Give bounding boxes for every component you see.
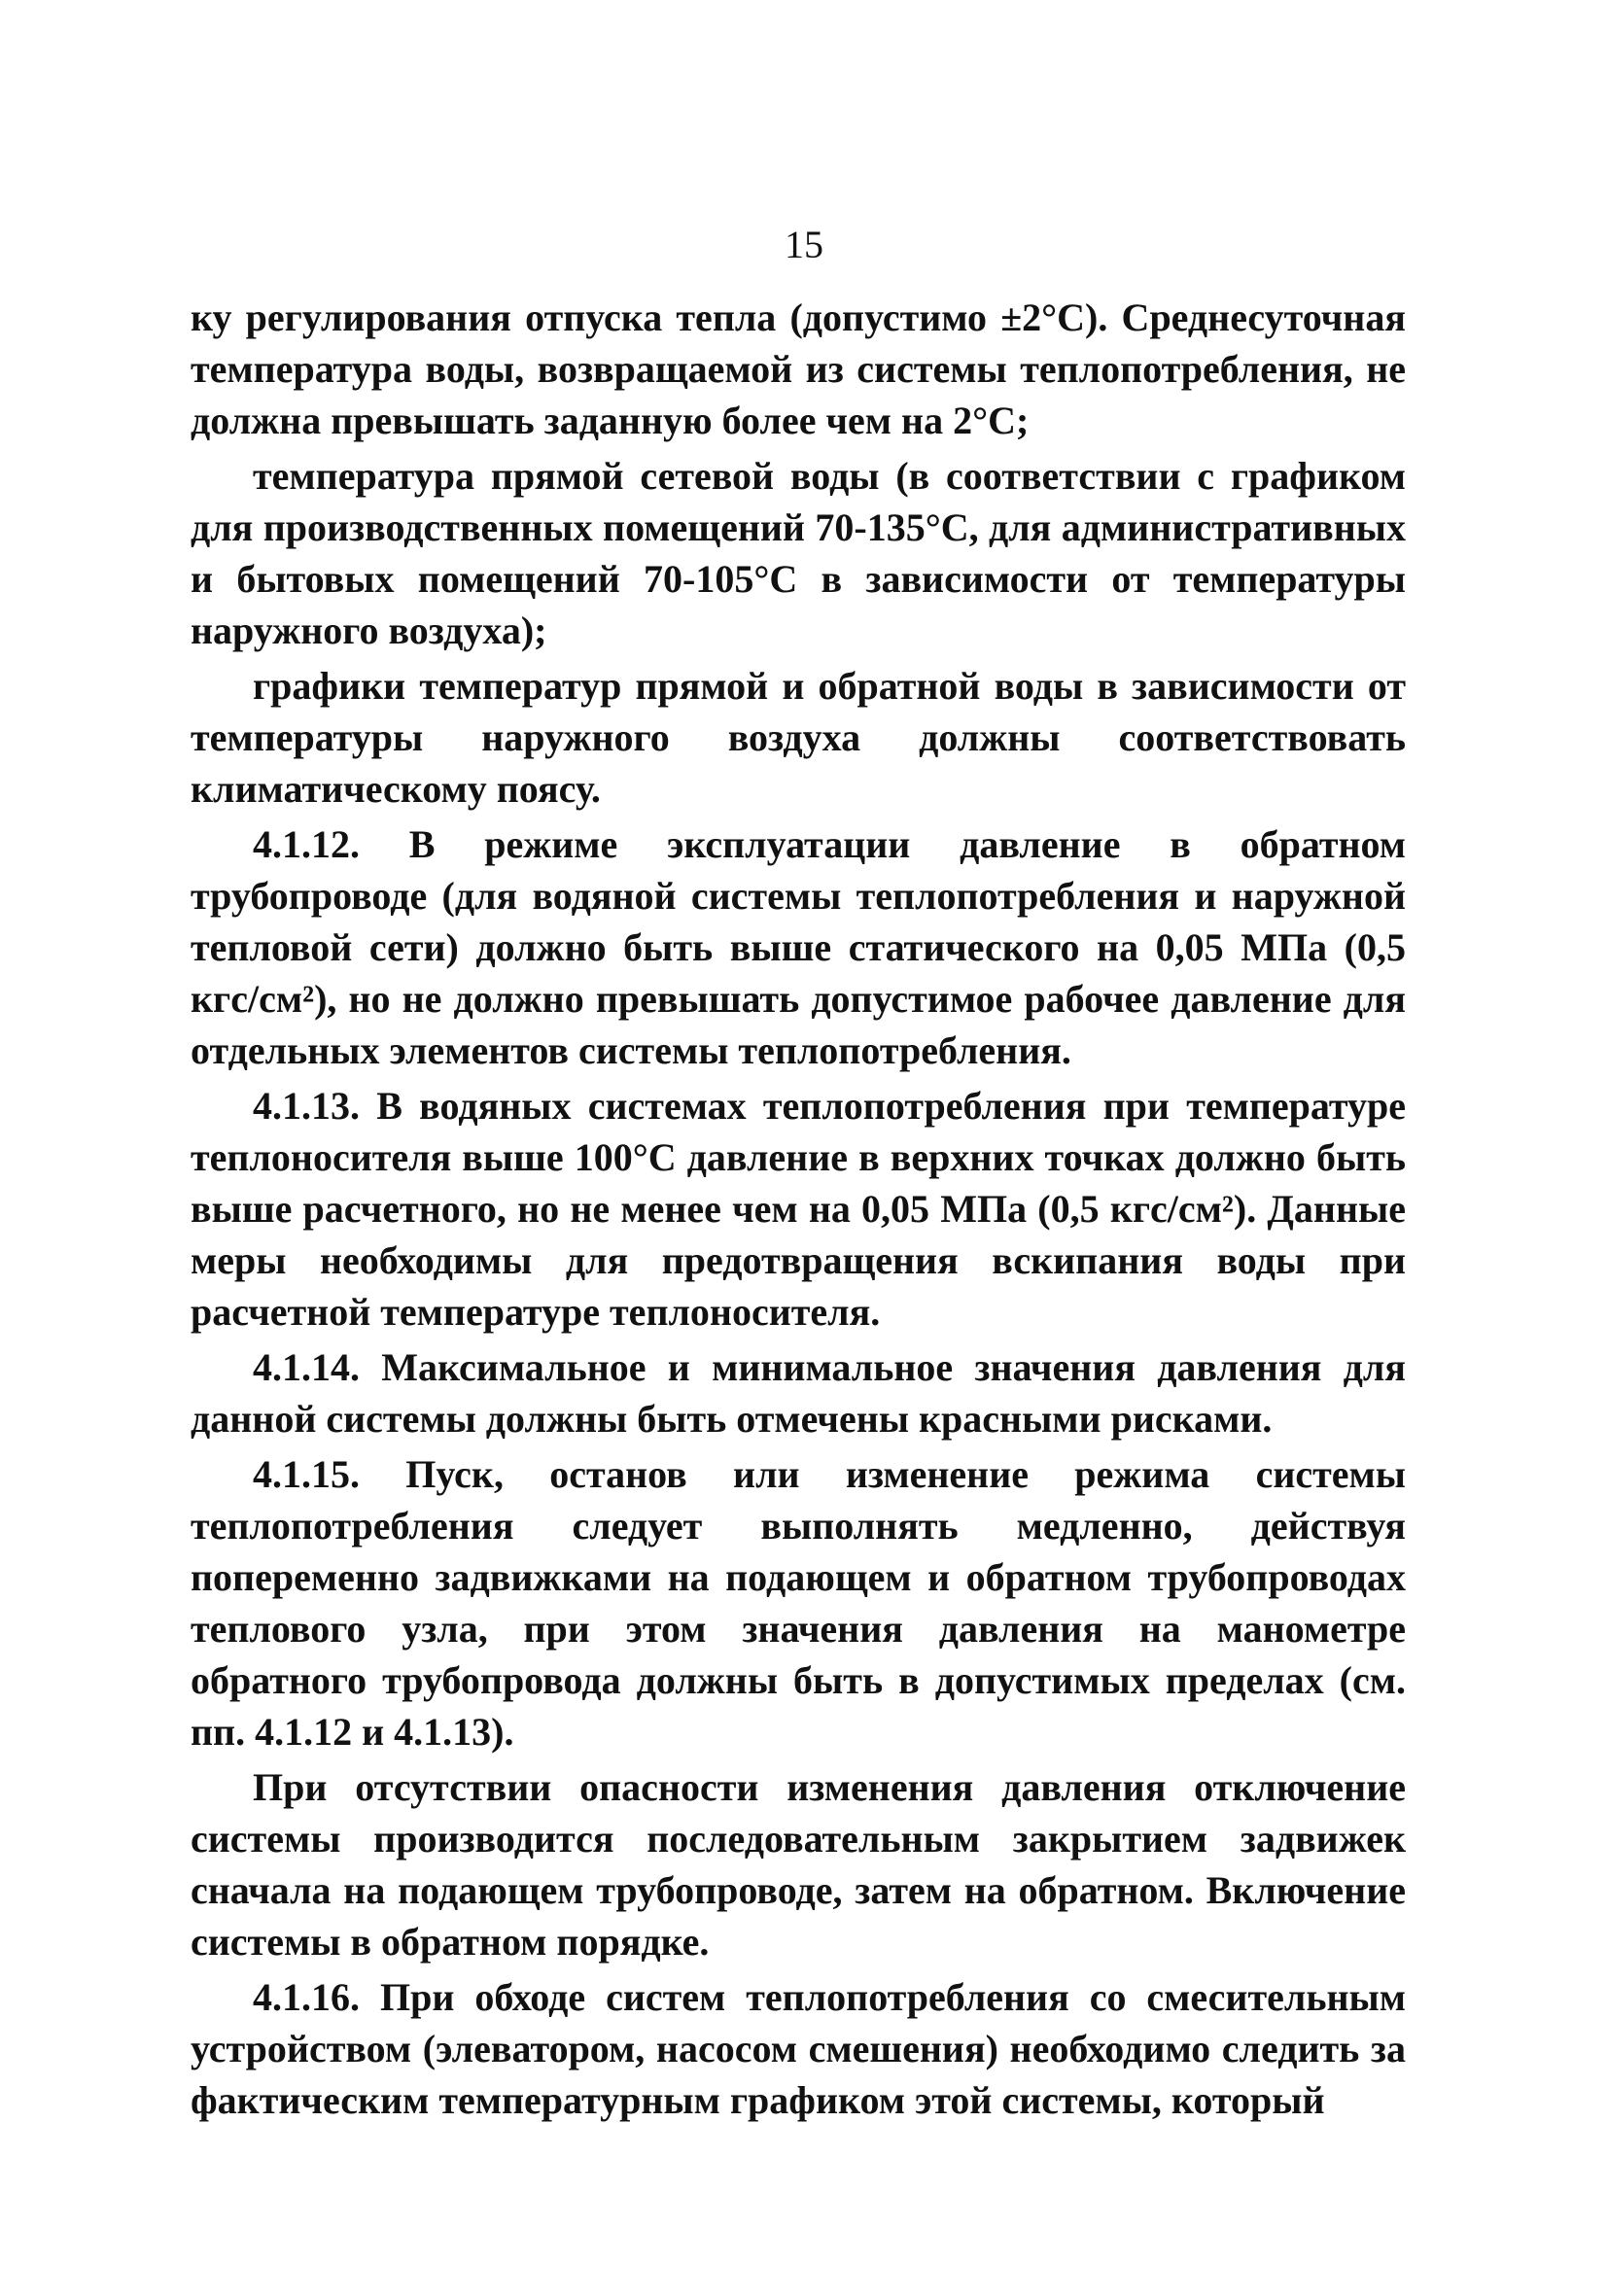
paragraph: 4.1.16. При обходе систем теплопотребления со смесительным устройством (элеватором, насосом смешения) необходимо следить за фактическим температурным графиком этой системы, который — [191, 1975, 1406, 2122]
paragraph: температура прямой сетевой воды (в соответствии с графиком для производственных помещений 70-135°С, для административных и бытовых помещений 70-105°С в зависимости от температуры наружного воздуха); — [191, 454, 1406, 652]
paragraph: 4.1.12. В режиме эксплуатации давление в обратном трубопроводе (для водяной системы теплопотребления и наружной тепловой сети) должно быть выше статического на 0,05 МПа (0,5 кгс/см²), но не должно превышать допустимое рабочее давление для отдельных элементов системы теплопотребления. — [191, 822, 1406, 1072]
paragraph: 4.1.13. В водяных системах теплопотребления при температуре теплоносителя выше 100°С давление в верхних точках должно быть выше расчетного, но не менее чем на 0,05 МПа (0,5 кгс/см²). Данные меры необходимы для предотвращения вскипания воды при расчетной температуре теплоносителя. — [191, 1084, 1406, 1334]
paragraph: 4.1.14. Максимальное и минимальное значения давления для данной системы должны быть отмечены красными рисками. — [191, 1345, 1406, 1441]
paragraph: 4.1.15. Пуск, останов или изменение режима системы теплопотребления следует выполнять медленно, действуя попеременно задвижками на подающем и обратном трубопроводах теплового узла, при этом значения давления на манометре обратного трубопровода должны быть в допустимых пределах (см. пп. 4.1.12 и 4.1.13). — [191, 1452, 1406, 1754]
paragraph: При отсутствии опасности изменения давления отключение системы производится последовательным закрытием задвижек сначала на подающем трубопроводе, затем на обратном. Включение системы в обратном порядке. — [191, 1765, 1406, 1964]
paragraph: ку регулирования отпуска тепла (допустимо ±2°С). Среднесуточная температура воды, возвращаемой из системы теплопотребления, не должна превышать заданную более чем на 2°С; — [191, 296, 1406, 442]
page-number: 15 — [785, 223, 823, 266]
paragraph: графики температур прямой и обратной воды в зависимости от температуры наружного воздуха должны соответствовать климатическому поясу. — [191, 664, 1406, 811]
document-body — [191, 292, 1406, 2130]
